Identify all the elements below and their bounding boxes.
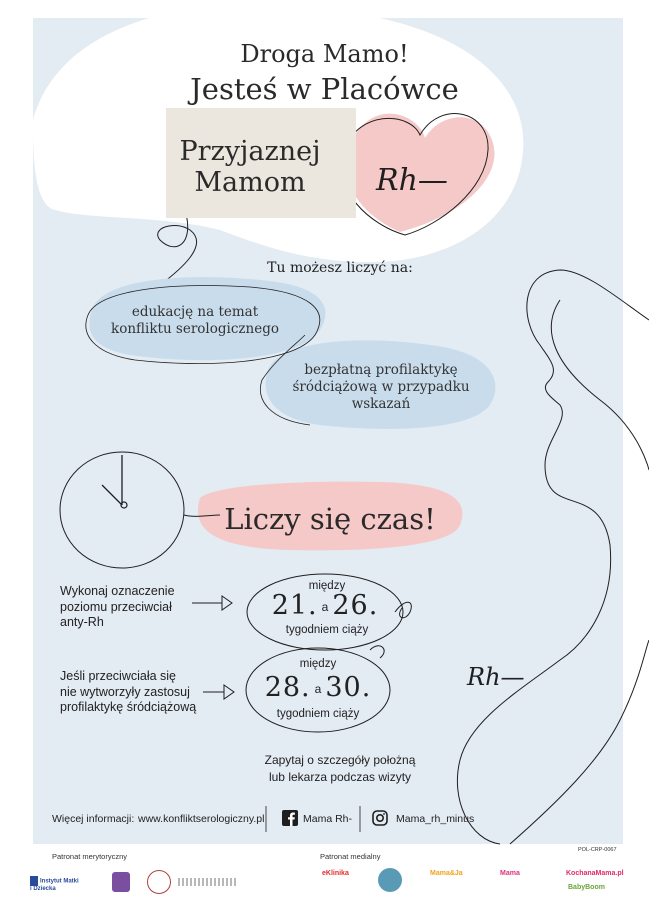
ask-line: lub lekarza podczas wizyty (268, 770, 412, 784)
step1-weeks (250, 590, 400, 621)
instagram-icon (372, 810, 388, 826)
logo-imid (30, 876, 80, 893)
logo-imid-text: Instytut Matki i Dziecka (30, 878, 79, 892)
facebook-link[interactable]: Mama Rh- (303, 813, 353, 825)
document-code: POL-CRP-0067 (578, 847, 617, 853)
badge-line2: Mamom (194, 167, 306, 198)
instagram-link[interactable]: Mama_rh_minus (396, 813, 475, 825)
logo-babyboom: BabyBoom (568, 884, 605, 891)
step-line: Jeśli przeciwciała się (60, 669, 177, 683)
week-to: 30. (325, 672, 372, 703)
intro-text: Tu możesz liczyć na: (267, 260, 413, 276)
step-line: poziomu przeciwciał (60, 599, 172, 614)
greeting: Droga Mamo! (240, 40, 409, 68)
benefit-line: śródciążową w przypadku (292, 379, 470, 395)
step1-week-label: tygodniem ciąży (285, 624, 369, 636)
badge-line1: Przyjaznej (179, 136, 321, 167)
ask-line: Zapytaj o szczegóły położną (264, 753, 416, 767)
media-patronage-label: Patronat medialny (320, 852, 381, 861)
benefit-line: wskazań (351, 396, 411, 412)
week-from: 21. (271, 590, 318, 621)
week-to: 26. (332, 590, 379, 621)
logo-kochanamama: KochanaMama.pl (566, 870, 624, 877)
logo-circle (378, 868, 402, 892)
benefit-line: bezpłatną profilaktykę (304, 362, 458, 378)
logo-eklinika: eKlinika (322, 870, 349, 877)
week-from: 28. (264, 672, 311, 703)
arrow-right-icon (192, 596, 232, 610)
time-banner: Liczy się czas! (224, 502, 436, 536)
step-line: anty-Rh (60, 615, 104, 629)
benefit-education (100, 304, 290, 338)
step2-week-label: tygodniem ciąży (276, 708, 360, 720)
week-and: a (314, 682, 322, 696)
step-line: nie wytworzyły zastosuj (60, 684, 190, 699)
subtitle: Jesteś w Placówce (190, 72, 459, 106)
benefit-prophylaxis (276, 362, 486, 413)
ask-text (230, 752, 450, 786)
step2-between: między (299, 658, 337, 670)
signature-rh-icon (368, 150, 488, 220)
step2-weeks (243, 672, 393, 703)
more-info-label: Więcej informacji: (52, 813, 135, 825)
logo-purple (112, 872, 130, 892)
svg-text:Rh—: Rh— (376, 163, 448, 198)
website-link[interactable]: www.konfliktserologiczny.pl (138, 813, 265, 825)
benefit-line: konfliktu serologicznego (111, 321, 279, 337)
substantive-patronage-label: Patronat merytoryczny (52, 852, 128, 861)
step-line: Wykonaj oznaczenie (60, 584, 175, 598)
step1-text (60, 584, 190, 631)
logo-mama: Mama (500, 870, 520, 877)
step1-between: między (308, 580, 346, 592)
logo-mamaija: Mama&Ja (430, 870, 463, 877)
svg-text:Rh—: Rh— (467, 663, 525, 691)
week-and: a (321, 600, 329, 614)
logo-university (178, 878, 238, 886)
benefit-line: edukację na temat (131, 304, 259, 320)
step2-text (60, 669, 210, 716)
facebook-icon (282, 810, 298, 826)
signature-rh-icon (462, 650, 552, 710)
step-line: profilaktykę śródciążową (60, 700, 197, 714)
logo-seal (147, 870, 171, 894)
